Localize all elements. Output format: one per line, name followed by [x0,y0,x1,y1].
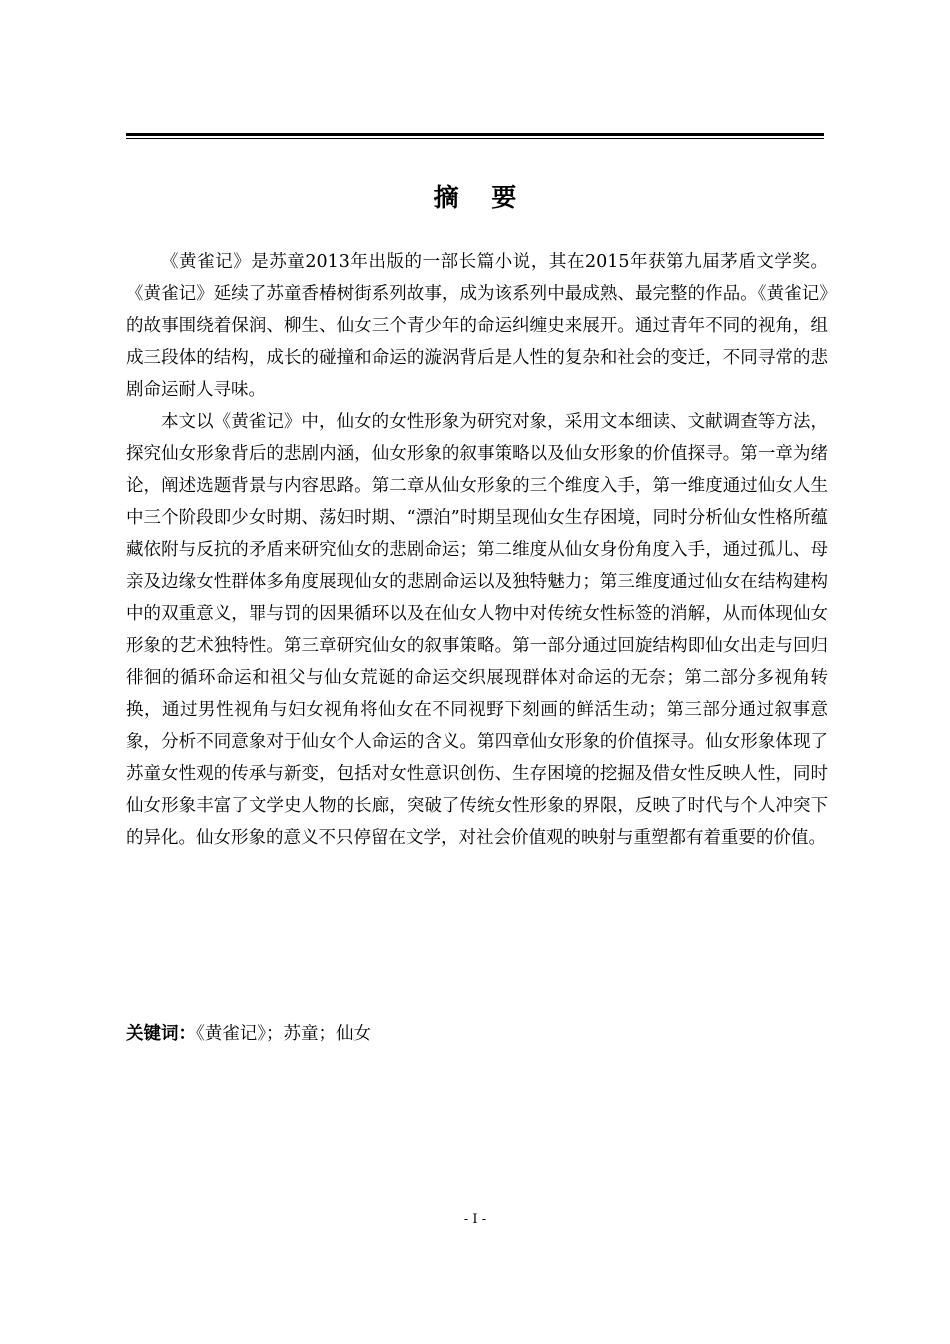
keywords-line [126,1018,828,1050]
page-title: 摘 要 [433,183,529,212]
abstract-paragraph-1: 《黄雀记》是苏童2013年出版的一部长篇小说，其在2015年获第九届茅盾文学奖。《黄雀记》延续了苏童香椿树街系列故事，成为该系列中最成熟、最完整的作品。《黄雀记》的故事围绕着保润、柳生、仙女三个青少年的命运纠缠史来展开。通过青年不同的视角，组成三段体的结构，成长的碰撞和命运的漩涡背后是人性的复杂和社会的变迁，不同寻常的悲剧命运耐人寻味。 [126,252,828,400]
page-number: - I - [463,1212,487,1227]
header-rule-thick [126,133,824,136]
keywords-label: 关键词： [126,1024,196,1044]
abstract-body [126,246,828,854]
header-rule-thin [126,138,824,139]
keywords-value: 《黄雀记》；苏童；仙女 [196,1024,371,1044]
abstract-paragraph-2: 本文以《黄雀记》中，仙女的女性形象为研究对象，采用文本细读、文献调查等方法，探究仙女形象背后的悲剧内涵，仙女形象的叙事策略以及仙女形象的价值探寻。第一章为绪论，阐述选题背景与内容思路。第二章从仙女形象的三个维度入手，第一维度通过仙女人生中三个阶段即少女时期、荡妇时期、“漂泊”时期呈现仙女生存困境，同时分析仙女性格所蕴藏依附与反抗的矛盾来研究仙女的悲剧命运；第二维度从仙女身份角度入手，通过孤儿、母亲及边缘女性群体多角度展现仙女的悲剧命运以及独特魅力；第三维度通过仙女在结构建构中的双重意义，罪与罚的因果循环以及在仙女人物中对传统女性标签的消解，从而体现仙女形象的艺术独特性。第三章研究仙女的叙事策略。第一部分通过回旋结构即仙女出走与回归徘徊的循环命运和祖父与仙女荒诞的命运交织展现群体对命运的无奈；第二部分多视角转换，通过男性视角与妇女视角将仙女在不同视野下刻画的鲜活生动；第三部分通过叙事意象，分析不同意象对于仙女个人命运的含义。第四章仙女形象的价值探寻。仙女形象体现了苏童女性观的传承与新变，包括对女性意识创伤、生存困境的挖掘及借女性反映人性，同时仙女形象丰富了文学史人物的长廊，突破了传统女性形象的界限，反映了时代与个人冲突下的异化。仙女形象的意义不只停留在文学，对社会价值观的映射与重塑都有着重要的价值。 [126,412,828,848]
